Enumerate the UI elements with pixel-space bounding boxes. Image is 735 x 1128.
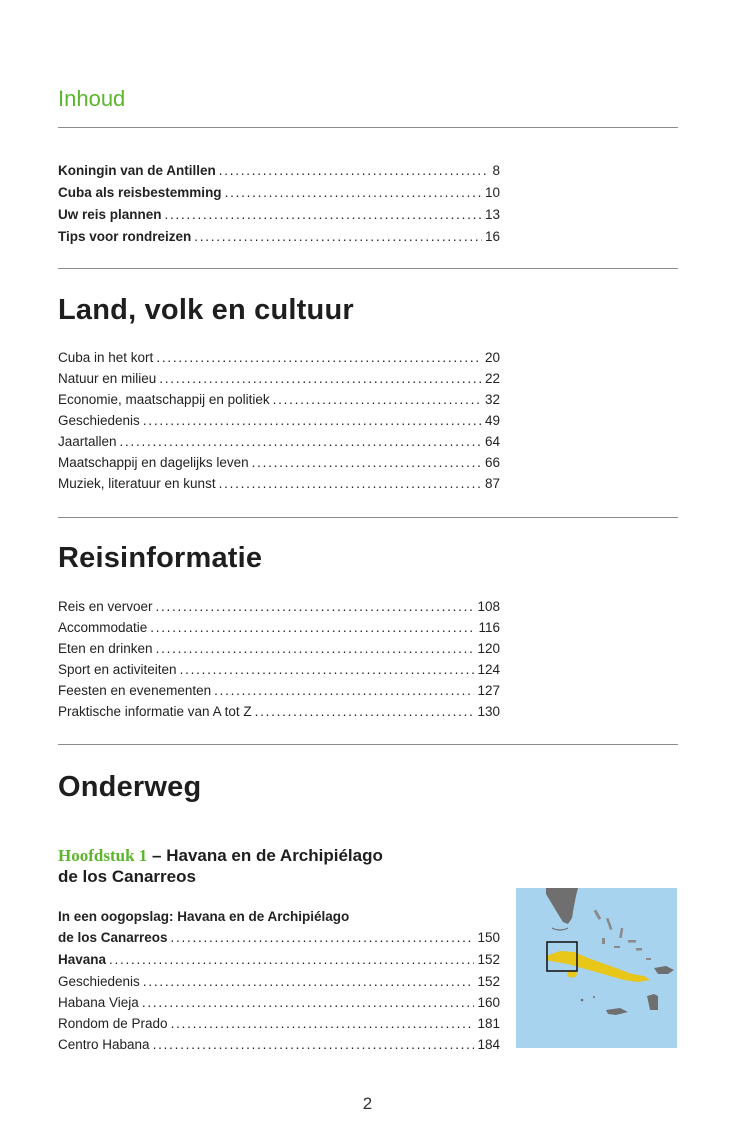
toc-entry[interactable] <box>58 182 500 204</box>
toc-entry-label: Eten en drinken <box>58 641 153 656</box>
section-title-onderweg: Onderweg <box>58 771 202 803</box>
toc-entry[interactable] <box>58 347 500 368</box>
map-cayman <box>581 999 584 1002</box>
toc-entry-page: 66 <box>484 455 500 470</box>
toc-entry[interactable] <box>58 1013 500 1034</box>
locator-map <box>516 888 677 1048</box>
toc-entry-page: 108 <box>477 599 500 614</box>
toc-entry-page: 8 <box>492 163 500 178</box>
toc-entry-page: 152 <box>477 974 500 989</box>
toc-entry-label: Feesten en evenementen <box>58 683 212 698</box>
section-title-land-volk-cultuur: Land, volk en cultuur <box>58 294 354 326</box>
divider <box>58 517 678 518</box>
page-title: Inhoud <box>58 86 126 111</box>
toc-section-2 <box>58 596 500 722</box>
section-title-reisinformatie: Reisinformatie <box>58 542 263 574</box>
toc-entry-label: Koningin van de Antillen <box>58 163 216 178</box>
toc-entry[interactable] <box>58 226 500 248</box>
toc-entry-label: Accommodatie <box>58 620 148 635</box>
toc-entry-label: Geschiedenis <box>58 974 140 989</box>
toc-entry[interactable] <box>58 617 500 638</box>
toc-intro <box>58 160 500 248</box>
toc-entry[interactable] <box>58 638 500 659</box>
toc-entry-page: 152 <box>477 952 500 967</box>
toc-entry-label: Rondom de Prado <box>58 1016 168 1031</box>
toc-entry-page: 130 <box>477 704 500 719</box>
toc-entry[interactable] <box>58 452 500 473</box>
toc-entry-label: Geschiedenis <box>58 413 140 428</box>
toc-entry[interactable] <box>58 1034 500 1055</box>
toc-entry-label: Centro Habana <box>58 1037 150 1052</box>
toc-entry[interactable] <box>58 410 500 431</box>
map-cayman <box>593 996 595 998</box>
toc-chapter-1 <box>58 906 500 1055</box>
chapter-dash: – <box>152 846 162 865</box>
toc-entry-page: 181 <box>477 1016 500 1031</box>
toc-entry-page: 22 <box>484 371 500 386</box>
page-number: 2 <box>362 1094 373 1113</box>
divider <box>58 744 678 745</box>
toc-entry-page: 64 <box>484 434 500 449</box>
toc-entry-page: 116 <box>478 620 500 635</box>
toc-entry-page: 10 <box>484 185 500 200</box>
toc-entry[interactable] <box>58 927 500 949</box>
divider <box>58 268 678 269</box>
toc-entry[interactable] <box>58 701 500 722</box>
toc-entry[interactable] <box>58 680 500 701</box>
toc-entry[interactable] <box>58 949 500 971</box>
toc-entry-label: Natuur en milieu <box>58 371 157 386</box>
divider <box>58 127 678 128</box>
toc-entry-label: Reis en vervoer <box>58 599 153 614</box>
toc-entry-page: 124 <box>477 662 500 677</box>
toc-entry[interactable] <box>58 431 500 452</box>
toc-entry-page: 184 <box>477 1037 500 1052</box>
toc-entry-page: 160 <box>477 995 500 1010</box>
toc-entry-label: Habana Vieja <box>58 995 139 1010</box>
toc-entry-page: 32 <box>484 392 500 407</box>
toc-entry[interactable] <box>58 992 500 1013</box>
toc-entry-page: 49 <box>484 413 500 428</box>
toc-entry-label: Praktische informatie van A tot Z <box>58 704 252 719</box>
toc-entry-label: Cuba als reisbestemming <box>58 185 222 200</box>
toc-entry-page: 87 <box>484 476 500 491</box>
toc-entry-label: Sport en activiteiten <box>58 662 177 677</box>
toc-section-1 <box>58 347 500 494</box>
toc-entry-label: Uw reis plannen <box>58 207 162 222</box>
toc-entry-page: 16 <box>484 229 500 244</box>
toc-entry-label: Cuba in het kort <box>58 350 154 365</box>
overview-heading: In een oogopslag: Havana en de Archipiélago <box>58 909 350 924</box>
chapter-title-line1: Havana en de Archipiélago <box>166 846 383 865</box>
toc-entry[interactable] <box>58 659 500 680</box>
toc-entry-label: Havana <box>58 952 107 967</box>
toc-entry-label: Jaartallen <box>58 434 117 449</box>
toc-entry[interactable] <box>58 389 500 410</box>
toc-entry-label: de los Canarreos <box>58 930 168 945</box>
toc-entry-label: Economie, maatschappij en politiek <box>58 392 270 407</box>
toc-entry-page: 13 <box>484 207 500 222</box>
toc-entry[interactable] <box>58 160 500 182</box>
toc-entry[interactable] <box>58 473 500 494</box>
toc-entry-page: 127 <box>477 683 500 698</box>
toc-entry-page: 150 <box>477 930 500 945</box>
chapter-prefix: Hoofdstuk 1 <box>58 846 148 865</box>
chapter-heading <box>58 845 383 887</box>
toc-entry-label: Tips voor rondreizen <box>58 229 192 244</box>
toc-entry[interactable] <box>58 971 500 992</box>
toc-entry-label: Muziek, literatuur en kunst <box>58 476 216 491</box>
toc-entry[interactable] <box>58 368 500 389</box>
chapter-title-line2: de los Canarreos <box>58 867 196 886</box>
toc-entry-page: 20 <box>484 350 500 365</box>
toc-entry[interactable] <box>58 204 500 226</box>
toc-entry[interactable] <box>58 596 500 617</box>
toc-entry-label: Maatschappij en dagelijks leven <box>58 455 249 470</box>
toc-entry-page: 120 <box>477 641 500 656</box>
